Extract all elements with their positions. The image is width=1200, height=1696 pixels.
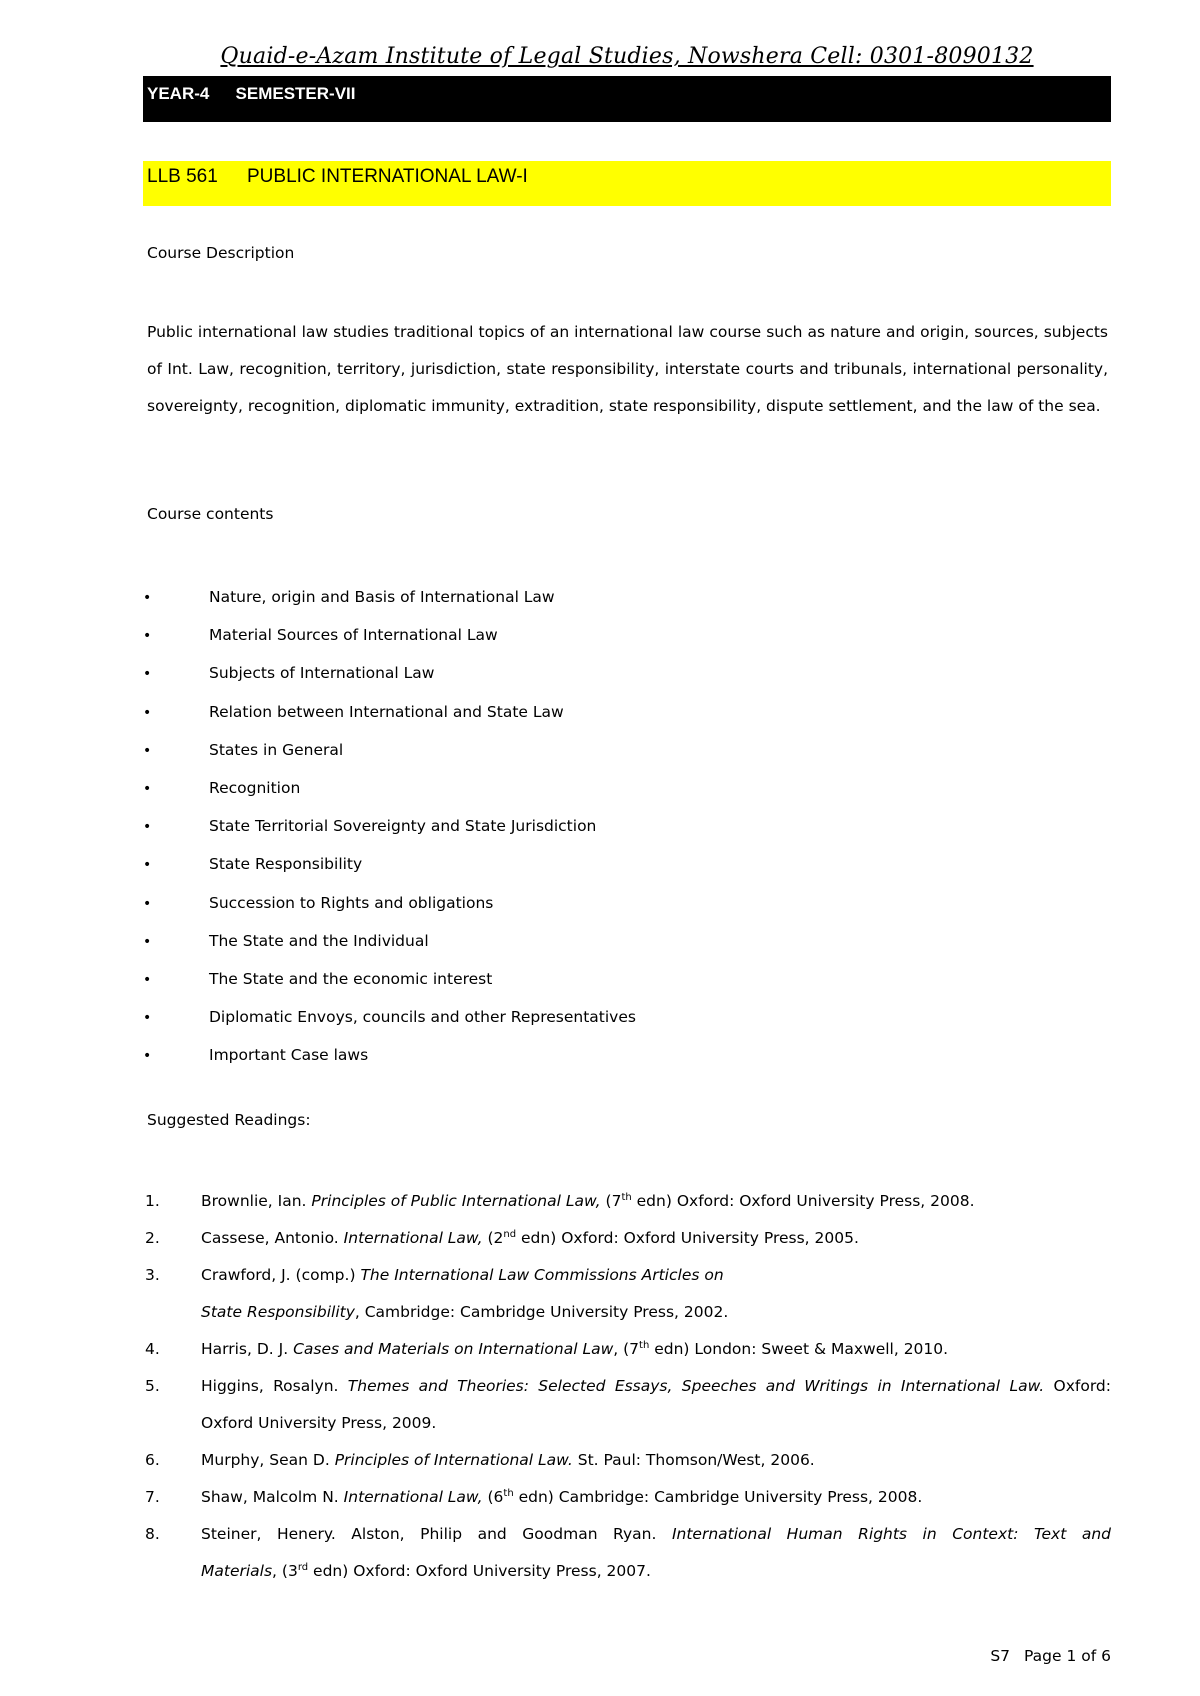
reading-title: International Law, — [343, 1229, 483, 1247]
page-footer — [970, 1647, 1111, 1665]
reading-number: 6. — [145, 1451, 160, 1469]
bullet-icon: • — [143, 895, 152, 912]
list-item: • Nature, origin and Basis of International Law — [143, 578, 1043, 616]
list-item: • Relation between International and State Law — [143, 693, 1043, 731]
list-item: • The State and the Individual — [143, 922, 1043, 960]
suggested-readings-list — [143, 1183, 1111, 1590]
bullet-icon: • — [143, 628, 152, 645]
reading-number: 8. — [145, 1525, 160, 1543]
course-description-body: Public international law studies traditional topics of an international law course such as nature and origin, sources, subjects of Int. Law, recognition, territory, jurisdiction, state responsibility, interstate courts and tribunals, international personality, sovereignty, recognition, diplomatic immunity, extradition, state responsibility, dispute settlement, and the law of the sea. — [147, 323, 1108, 415]
bullet-icon: • — [143, 666, 152, 683]
reading-title-continued: Materials — [201, 1562, 273, 1580]
list-item: • State Responsibility — [143, 845, 1043, 883]
reading-item: 7. Shaw, Malcolm N. International Law, (6th edn) Cambridge: Cambridge University Press, 2008. — [143, 1479, 1111, 1516]
reading-title: International Law, — [343, 1488, 483, 1506]
reading-title: Principles of Public International Law, — [311, 1192, 601, 1210]
bullet-icon: • — [143, 1010, 152, 1027]
reading-item: 3. Crawford, J. (comp.) The International Law Commissions Articles on State Responsibility, Cambridge: Cambridge University Press, 2002. — [143, 1257, 1111, 1331]
reading-title: Principles of International Law. — [334, 1451, 573, 1469]
reading-item: 1. Brownlie, Ian. Principles of Public International Law, (7th edn) Oxford: Oxford University Press, 2008. — [143, 1183, 1111, 1220]
suggested-readings-heading: Suggested Readings: — [147, 1111, 311, 1129]
reading-title: The International Law Commissions Articles on — [360, 1266, 724, 1284]
list-item: • Important Case laws — [143, 1036, 1043, 1074]
reading-title: Themes and Theories: Selected Essays, Speeches and Writings in International Law. — [347, 1377, 1045, 1395]
reading-number: 3. — [145, 1266, 160, 1284]
reading-number: 4. — [145, 1340, 160, 1358]
reading-title-continued: State Responsibility — [201, 1303, 355, 1321]
bullet-icon: • — [143, 704, 152, 721]
list-item: • Diplomatic Envoys, councils and other Representatives — [143, 998, 1043, 1036]
list-item: • State Territorial Sovereignty and State Jurisdiction — [143, 807, 1043, 845]
list-item: • Material Sources of International Law — [143, 616, 1043, 654]
semester-label: SEMESTER-VII — [235, 84, 356, 103]
reading-number: 1. — [145, 1192, 160, 1210]
reading-item: 8. Steiner, Henery. Alston, Philip and Goodman Ryan. International Human Rights in Context: Text and Materials, (3rd edn) Oxford: Oxford University Press, 2007. — [143, 1516, 1111, 1590]
year-label: YEAR-4 — [147, 84, 210, 103]
list-item: • States in General — [143, 731, 1043, 769]
institute-header: Quaid-e-Azam Institute of Legal Studies, Nowshera Cell: 0301-8090132 — [220, 44, 1034, 69]
reading-title: International Human Rights in Context: Text and — [671, 1525, 1111, 1543]
course-contents-list — [143, 578, 1043, 1074]
page-number: Page 1 of 6 — [1024, 1647, 1111, 1665]
course-code: LLB 561 — [147, 166, 218, 187]
list-item: • Recognition — [143, 769, 1043, 807]
bullet-icon: • — [143, 742, 152, 759]
bullet-icon: • — [143, 590, 152, 606]
course-description-heading: Course Description — [147, 244, 295, 262]
list-item: • Succession to Rights and obligations — [143, 884, 1043, 922]
bullet-icon: • — [143, 780, 152, 797]
list-item: • Subjects of International Law — [143, 654, 1043, 692]
year-semester-bar — [143, 76, 1111, 122]
reading-number: 2. — [145, 1229, 160, 1247]
reading-number: 5. — [145, 1377, 160, 1395]
semester-code: S7 — [990, 1647, 1011, 1665]
course-contents-heading: Course contents — [147, 505, 274, 523]
reading-number: 7. — [145, 1488, 160, 1506]
course-title: PUBLIC INTERNATIONAL LAW-I — [247, 166, 528, 187]
course-title-bar — [143, 161, 1111, 206]
bullet-icon: • — [143, 819, 152, 836]
list-item: • The State and the economic interest — [143, 960, 1043, 998]
reading-title: Cases and Materials on International Law — [293, 1340, 614, 1358]
bullet-icon: • — [143, 1048, 152, 1065]
bullet-icon: • — [143, 933, 152, 950]
reading-item: 2. Cassese, Antonio. International Law, (2nd edn) Oxford: Oxford University Press, 2005. — [143, 1220, 1111, 1257]
reading-item: 5. Higgins, Rosalyn. Themes and Theories: Selected Essays, Speeches and Writings in International Law. Oxford: Oxford University Press, 2009. — [143, 1368, 1111, 1442]
reading-item: 4. Harris, D. J. Cases and Materials on International Law, (7th edn) London: Sweet & Maxwell, 2010. — [143, 1331, 1111, 1368]
bullet-icon: • — [143, 857, 152, 874]
reading-item: 6. Murphy, Sean D. Principles of International Law. St. Paul: Thomson/West, 2006. — [143, 1442, 1111, 1479]
bullet-icon: • — [143, 971, 152, 988]
